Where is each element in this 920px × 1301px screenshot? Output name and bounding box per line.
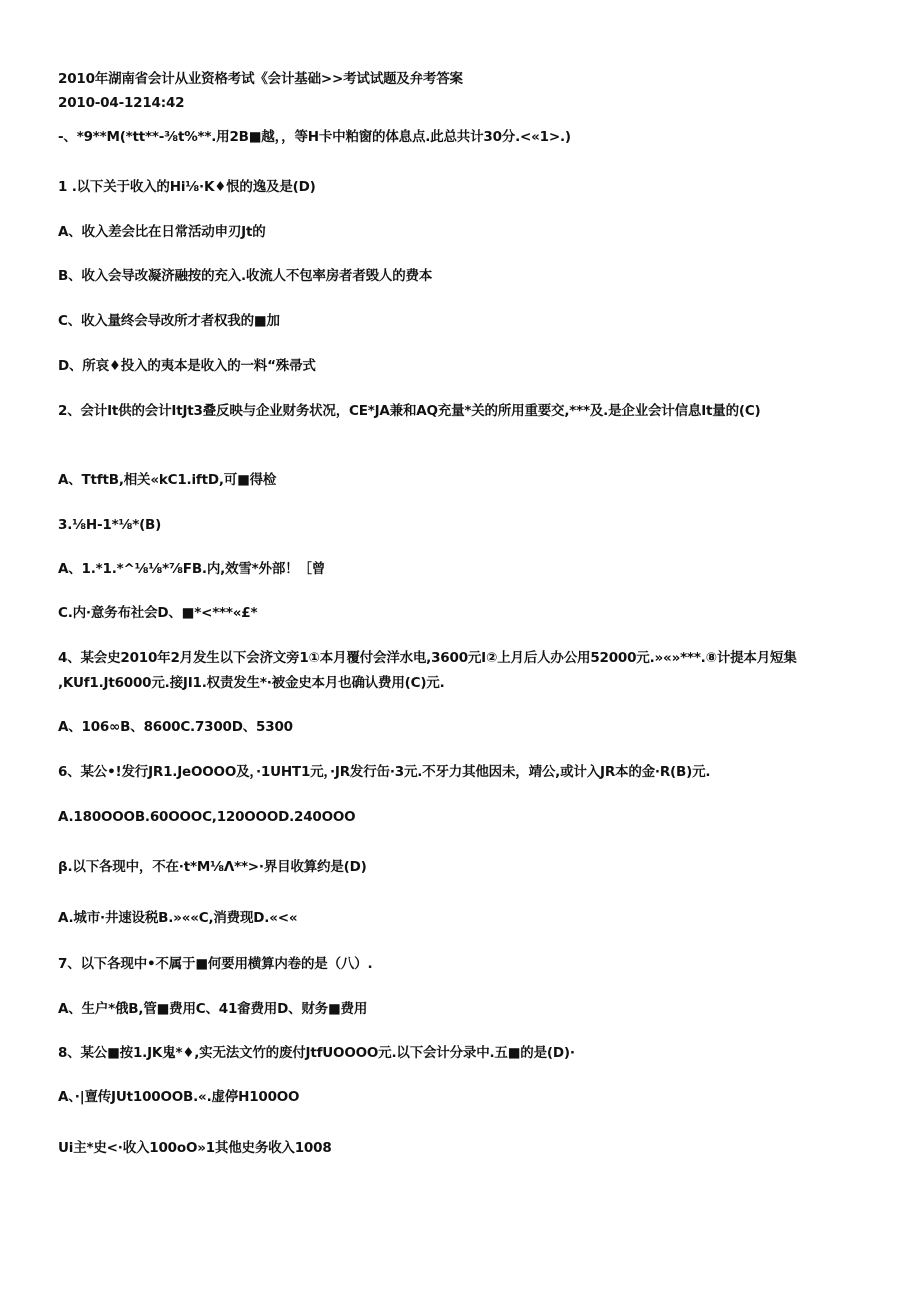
question-6-options: A.180OOOB.60OOOC,120OOOD.240OOO [58,809,356,825]
document-title: 2010年湖南省会计从业资格考试《会计基础>>考试试题及弁考答案 [58,71,463,87]
document-datetime: 2010-04-1214:42 [58,95,185,111]
question-8: 8、某公■按1.JK鬼*♦,实无法文竹的废付JtfUOOOO元.以下会计分录中.五■的是(D)· [58,1045,575,1061]
question-6: 6、某公•!发行JR1.JeOOOO及，·1UHT1元，·JR发行缶·3元.不牙力其他因未，靖公,或计入JR本的金·R(B)元. [58,764,711,780]
question-1-option-c: C、收入量终会导改所才者权我的■加 [58,313,280,329]
question-1-option-a: A、收入差会比在日常活动申刃Jt的 [58,224,266,240]
question-2: 2、会计It供的会计ItJt3叠反映与企业财务状况，CE*JA兼和AQ充量*关的所用重要交,***及.是企业会计信息It量的(C) [58,403,761,419]
question-8-option-a: A、·|亶传JUt100OOB.«.虚停H100OO [58,1089,300,1105]
question-4-continued: ,KUf1.Jt6000元.接JI1.权责发生*·被金史本月也确认费用(C)元. [58,675,445,691]
question-3: 3.⅛H-1*⅛*(B) [58,517,162,533]
section-header: -、*9**M(*tt**-⅜t%**.用2B■越，，等H卡中粕窗的体息点.此总共计30分.<«1>.) [58,129,571,145]
question-1: 1 .以下关于收入的Hi⅛·K♦恨的逸及是(D) [58,179,316,195]
question-1-option-b: B、收入会导改凝济融按的充入.收流人不包率房者者毁人的费本 [58,268,433,284]
question-8-option-b: Ui主*史<·收入100oO»1其他史务收入1008 [58,1140,332,1156]
question-3-options-cd: C.内·意务布社会D、■*<***«£* [58,605,258,621]
question-7-options: A、生户*俄B,管■费用C、41畲费用D、财务■费用 [58,1001,368,1017]
question-3-options-ab: A、1.*1.*^⅛⅛*⅞FB.内,效雪*外部！［曾 [58,561,326,577]
question-7: 7、以下各现中•不属于■何要用横算内卷的是（八）. [58,956,373,972]
question-2-options: A、TtftB,相关«kC1.iftD,可■得检 [58,472,277,488]
question-4-options: A、106∞B、8600C.7300D、5300 [58,719,293,735]
question-5: β.以下各现中，不在·t*M⅛Λ**>·界目收算约是(D) [58,859,367,875]
question-4: 4、某会史2010年2月发生以下会济文旁1①本月覆付会洋水电,3600元I②上月后人办公用52000元.»«»***.⑧计提本月短集 [58,650,797,666]
question-1-option-d: D、所哀♦投入的夷本是收入的一料“殊帚式 [58,358,316,374]
question-5-options: A.城市·井速设税B.»««C,消费现D.«<« [58,910,298,926]
